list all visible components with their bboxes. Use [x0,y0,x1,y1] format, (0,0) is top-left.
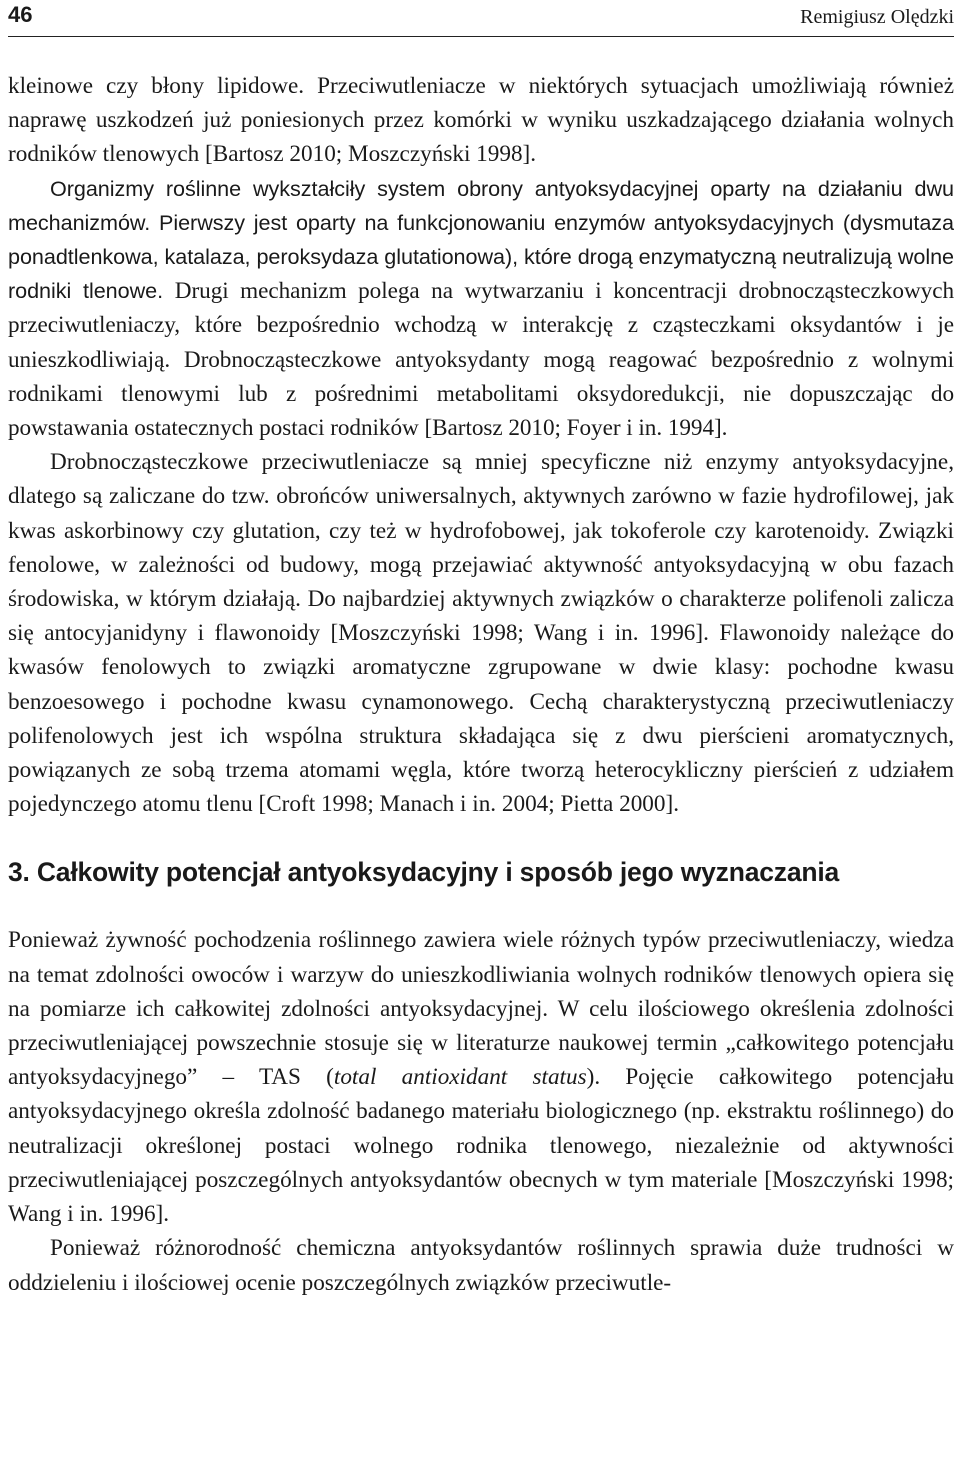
paragraph-plant-defense-sans-text: Organizmy roślinne wykształciły system obrony antyoksydacyjnej oparty na działaniu dwu mechanizmów. Pierwszy jest oparty na funkcjonowaniu enzymów antyoksydacyjnych (dysmutaza ponadtlenkowa, katalaza, peroksydaza glutationowa), które drogą enzymatyczną neutralizują wolne rodniki tlenowe. [8,175,954,304]
paragraph-chemical-diversity: Ponieważ różnorodność chemiczna antyoksydantów roślinnych sprawia duże trudności w oddzieleniu i ilościowej ocenie poszczególnych związków przeciwutle- [8,1235,954,1296]
paragraph-tas-text-before: Ponieważ żywność pochodzenia roślinnego zawiera wiele różnych typów przeciwutleniaczy, wiedza na temat zdolności owoców i warzyw do unieszkodliwiania wolnych rodników tlenowych opiera się na pomiarze ich całkowitej zdolności antyoksydacyjnej. W celu ilościowego określenia zdolności przeciwutleniającej powszechnie stosuje się w literaturze naukowej termin „całkowitego potencjału antyoksydacyjnego” – TAS ( [8,927,954,1091]
section-heading: 3. Całkowity potencjał antyoksydacyjny i sposób jego wyznaczania [8,857,840,888]
paragraph-tas-text-after: ). Pojęcie całkowitego potencjału antyoksydacyjnego określa zdolność badanego materiału biologicznego (np. ekstraktu roślinnego) do neutralizacji określonej postaci wolnego rodnika tlenowego, niezależnie od aktywności przeciwutleniającej poszczególnych antyoksydantów obecnych w tym materiale [Moszczyński 1998; Wang i in. 1996]. [8,1064,954,1228]
paragraph-low-molecular-antioxidants: Drobnocząsteczkowe przeciwutleniacze są mniej specyficzne niż enzymy antyoksydacyjne, dlatego są zaliczane do tzw. obrońców uniwersalnych, aktywnych zarówno w fazie hydrofilowej, jak kwas askorbinowy czy glutation, czy też w hydrofobowej, jak tokoferole czy karotenoidy. Związki fenolowe, w zależności od budowy, mogą przejawiać aktywność antyoksydacyjną w obu fazach środowiska, w którym działają. Do najbardziej aktywnych związków o charakterze polifenoli zalicza się antocyjanidyny i flawonoidy [Moszczyński 1998; Wang i in. 1996]. Flawonoidy należące do kwasów fenolowych to związki aromatyczne zgrupowane w dwie klasy: pochodne kwasu benzoesowego i pochodne kwasu cynamonowego. Cechą charakterystyczną przeciwutleniaczy polifenolowych jest ich wspólna struktura składająca się z dwu pierścieni aromatycznych, powiązanych ze sobą trzema atomami węgla, które tworzą heterocykliczny pierścień z udziałem pojedynczego atomu tlenu [Croft 1998; Manach i in. 2004; Pietta 2000]. [8,449,954,818]
paragraph-plant-defense [8,172,954,446]
running-head-author: Remigiusz Olędzki [800,6,954,28]
page-number: 46 [8,2,33,27]
paragraph-plant-defense-serif-text: Drugi mechanizm polega na wytwarzaniu i koncentracji drobnocząsteczkowych przeciwutleniaczy, które bezpośrednio wchodzą w interakcję z cząsteczkami oksydantów i je unieszkodliwiają. Drobnocząsteczkowe antyoksydanty mogą reagować bezpośrednio z wolnymi rodnikami tlenowymi lub z pośrednimi metabolitami oksydoredukcji, nie dopuszczając do powstawania ostatecznych postaci rodników [Bartosz 2010; Foyer i in. 1994]. [8,278,954,442]
paragraph-continuation: kleinowe czy błony lipidowe. Przeciwutleniacze w niektórych sytuacjach umożliwiają również naprawę uszkodzeń już poniesionych przez komórki w wyniku uszkadzającego działania wolnych rodników tlenowych [Bartosz 2010; Moszczyński 1998]. [8,73,954,168]
paragraph-tas [8,923,954,1231]
tas-italic-term: total antioxidant status [333,1064,587,1091]
page-body [8,69,954,1300]
document-page [8,0,954,1300]
page-header [8,0,954,37]
